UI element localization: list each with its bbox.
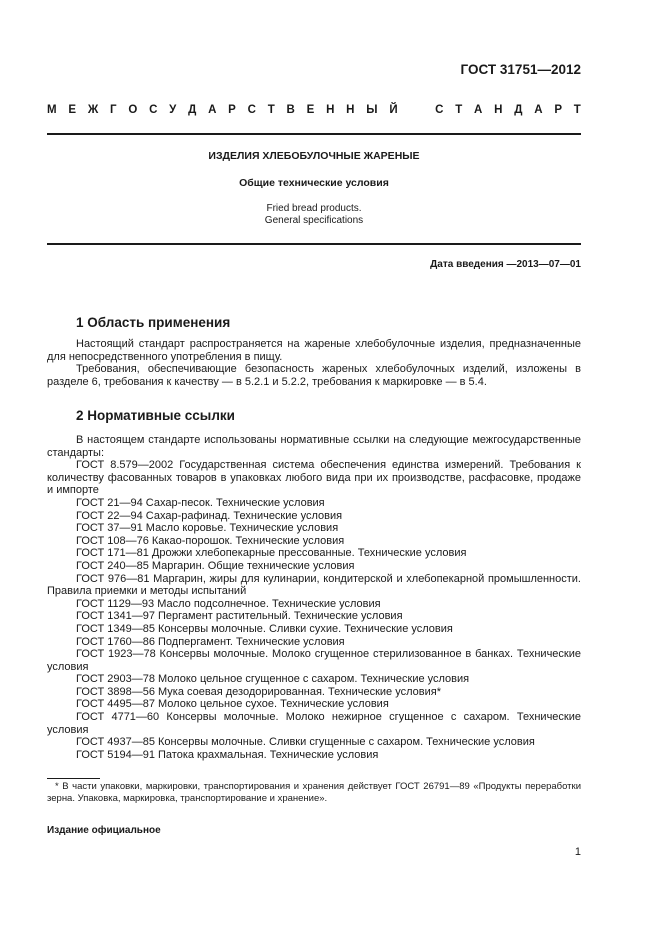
banner-letter: М [47, 104, 57, 116]
banner-letter: Г [110, 104, 117, 116]
reference-item: ГОСТ 22—94 Сахар-рафинад. Технические условия [76, 509, 343, 522]
banner-letter: Т [573, 104, 581, 116]
top-rule [47, 133, 581, 135]
banner-letter: Т [455, 104, 463, 116]
banner-letter: О [128, 104, 138, 116]
english-title [47, 203, 581, 227]
banner-letter: Т [267, 104, 275, 116]
banner-letter: С [149, 104, 158, 116]
document-title: ИЗДЕЛИЯ ХЛЕБОБУЛОЧНЫЕ ЖАРЕНЫЕ [208, 150, 420, 162]
banner-letter: Р [554, 104, 562, 116]
reference-item: ГОСТ 1341—97 Пергамент растительный. Технические условия [76, 610, 403, 623]
banner-letter: Д [514, 104, 523, 116]
banner-gap [409, 104, 423, 116]
banner-letter: С [247, 104, 256, 116]
section-2-body [47, 434, 581, 761]
banner-letter: Е [306, 104, 315, 116]
footnote-separator [47, 778, 100, 779]
reference-item: ГОСТ 1760—86 Подпергамент. Технические условия [76, 635, 345, 648]
english-title-line: Fried bread products. [266, 203, 362, 214]
reference-item: ГОСТ 3898—56 Мука соевая дезодорированная. Технические условия* [76, 685, 441, 698]
reference-item: ГОСТ 4495—87 Молоко цельное сухое. Технические условия [76, 698, 389, 711]
reference-item: ГОСТ 1129—93 Масло подсолнечное. Технические условия [76, 597, 381, 610]
reference-item: ГОСТ 976—81 Маргарин, жиры для кулинарии, кондитерской и хлебопекарной промышленности. Правила приемки и методы испытаний [47, 572, 581, 598]
paragraph: В настоящем стандарте использованы нормативные ссылки на следующие межгосударственные стандарты: [47, 434, 581, 459]
banner-letter: С [435, 104, 444, 116]
standard-code: ГОСТ 31751—2012 [460, 62, 581, 77]
banner-letter: А [534, 104, 543, 116]
banner-letter: Р [228, 104, 236, 116]
reference-item: ГОСТ 240—85 Маргарин. Общие технические условия [76, 559, 355, 572]
section-1-body [47, 338, 581, 388]
reference-item: ГОСТ 8.579—2002 Государственная система обеспечения единства измерений. Требования к количеству фасованных товаров в упаковках любого вида при их производстве, расфасовке, продаже и импорте [47, 459, 581, 497]
banner-letter: Н [326, 104, 335, 116]
banner-letter: А [474, 104, 483, 116]
paragraph: Настоящий стандарт распространяется на жареные хлебобулочные изделия, предназначенные для непосредственного употребления в пищу. [47, 338, 581, 363]
reference-item: ГОСТ 4937—85 Консервы молочные. Сливки сгущенные с сахаром. Технические условия [76, 736, 535, 749]
paragraph: Требования, обеспечивающие безопасность жареных хлебобулочных изделий, изложены в разделе 6, требования к качеству — в 5.2.1 и 5.2.2, требования к маркировке — в 5.4. [47, 363, 581, 388]
title-rule [47, 243, 581, 245]
banner-letter: Ж [87, 104, 99, 116]
section-1-heading: 1 Область применения [76, 315, 231, 330]
banner-interstate-standard [47, 104, 581, 116]
reference-item: ГОСТ 2903—78 Молоко цельное сгущенное с сахаром. Технические условия [76, 673, 470, 686]
reference-item: ГОСТ 108—76 Какао-порошок. Технические условия [76, 534, 345, 547]
reference-item: ГОСТ 21—94 Сахар-песок. Технические условия [76, 496, 325, 509]
banner-letter: В [286, 104, 295, 116]
banner-letter: Ы [366, 104, 378, 116]
page-number: 1 [574, 846, 581, 858]
introduction-date: Дата введения —2013—07—01 [430, 259, 581, 270]
footnote-text: * В части упаковки, маркировки, транспортирования и хранения действует ГОСТ 26791—89 «Продукты переработки зерна. Упаковка, маркировка, транспортирование и хранение». [47, 781, 581, 805]
official-edition-label: Издание официальное [47, 825, 161, 836]
banner-letter: Н [494, 104, 503, 116]
reference-item: ГОСТ 4771—60 Консервы молочные. Молоко нежирное сгущенное с сахаром. Технические условия [47, 711, 581, 736]
reference-item: ГОСТ 5194—91 Патока крахмальная. Технические условия [76, 748, 379, 761]
reference-item: ГОСТ 171—81 Дрожжи хлебопекарные прессованные. Технические условия [76, 547, 467, 560]
document-subtitle: Общие технические условия [239, 177, 389, 189]
reference-item: ГОСТ 1349—85 Консервы молочные. Сливки сухие. Технические условия [76, 622, 453, 635]
banner-letter: Е [68, 104, 77, 116]
banner-letter: Й [389, 104, 398, 116]
banner-letter: Д [188, 104, 197, 116]
footnote [47, 781, 581, 805]
section-2-heading: 2 Нормативные ссылки [76, 408, 235, 423]
banner-letter: Н [346, 104, 355, 116]
reference-item: ГОСТ 1923—78 Консервы молочные. Молоко сгущенное стерилизованное в банках. Технические условия [47, 648, 581, 673]
reference-item: ГОСТ 37—91 Масло коровье. Технические условия [76, 522, 339, 535]
banner-letter: У [169, 104, 177, 116]
banner-letter: А [208, 104, 217, 116]
english-title-line: General specifications [264, 215, 364, 226]
